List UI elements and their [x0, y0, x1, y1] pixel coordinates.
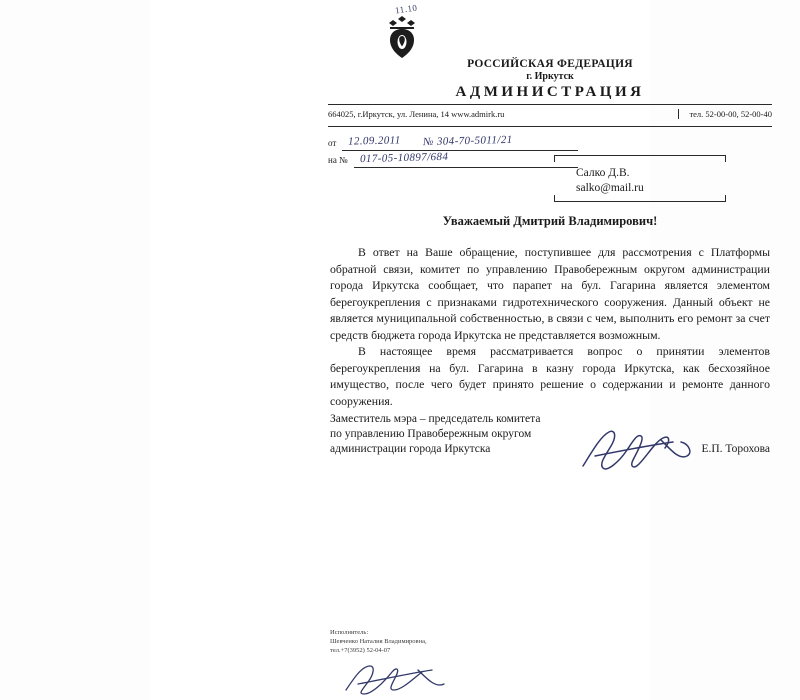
executor-name: Шевченко Наталия Владимировна,	[330, 638, 427, 645]
reference-reply-rule	[354, 167, 578, 168]
reference-from-value: 12.09.2011	[347, 134, 401, 148]
addressee-bracket-bottom	[554, 195, 726, 202]
document-title: АДМИНИСТРАЦИЯ	[455, 84, 645, 100]
letter-body	[330, 244, 770, 409]
organization-city: г. Иркутск	[526, 71, 574, 82]
organization-block	[325, 58, 775, 82]
addressee-bracket-top	[554, 155, 726, 162]
reference-from-label: от	[328, 138, 337, 148]
reference-from-rule	[342, 150, 578, 151]
handwritten-page-number: 11.10	[394, 2, 419, 16]
addressee-name: Салко Д.В.	[576, 167, 630, 179]
phone-text: тел. 52-00-00, 52-00-40	[678, 109, 772, 119]
reference-reply-label: на №	[328, 155, 348, 165]
greeting-line: Уважаемый Дмитрий Владимирович!	[442, 214, 658, 228]
executor-label: Исполнитель:	[330, 629, 369, 636]
signer-name: Е.П. Торохова	[701, 443, 770, 455]
signer-position-line-3: администрации города Иркутска	[330, 443, 491, 455]
executor-block	[330, 628, 427, 655]
address-text: 664025, г.Иркутск, ул. Ленина, 14 www.admirk.ru	[328, 109, 505, 119]
executor-handwritten-signature-icon	[340, 660, 460, 698]
contacts-row	[328, 109, 772, 119]
body-paragraph-1: В ответ на Ваше обращение, поступившее для рассмотрения с Платформы обратной связи, комитет по управлению Правобережным округом администрации города Иркутска сообщает, что парапет на бул. Гагарина является элементом берегоукрепления с признаками гидротехнического сооружения. Данный объект не является муниципальной собственностью, в связи с чем, выполнить его ремонт за счет средств бюджета города Иркутска не представляется возможным.	[330, 245, 770, 342]
reference-reply-value: 017-05-10897/684	[359, 150, 449, 166]
signature-block	[330, 412, 770, 457]
reference-from-number: № 304-70-5011/21	[422, 133, 513, 149]
divider-bottom	[328, 126, 772, 127]
handwritten-signature-icon	[575, 426, 705, 476]
organization-name: РОССИЙСКАЯ ФЕДЕРАЦИЯ	[467, 58, 633, 70]
divider-top	[328, 104, 772, 105]
russian-coat-of-arms-icon	[382, 14, 422, 60]
addressee-email: salko@mail.ru	[576, 182, 644, 194]
body-paragraph-2: В настоящее время рассматривается вопрос о принятии элементов берегоукрепления на бул. Гагарина в казну города Иркутска, как бесхозяйное имущество, после чего будет принято решение о содержании и ремонте данного сооружения.	[330, 344, 770, 408]
addressee-content	[576, 166, 644, 196]
reference-block	[328, 133, 578, 170]
reference-reply-line	[328, 150, 578, 170]
reference-from-line	[328, 133, 578, 153]
signer-position-line-1: Заместитель мэра – председатель комитета	[330, 413, 541, 425]
executor-phone: тел.+7(3952) 52-04-07	[330, 647, 391, 654]
signer-position-line-2: по управлению Правобережным округом	[330, 428, 532, 440]
signer-position	[330, 412, 580, 457]
letter-sheet	[150, 0, 772, 700]
